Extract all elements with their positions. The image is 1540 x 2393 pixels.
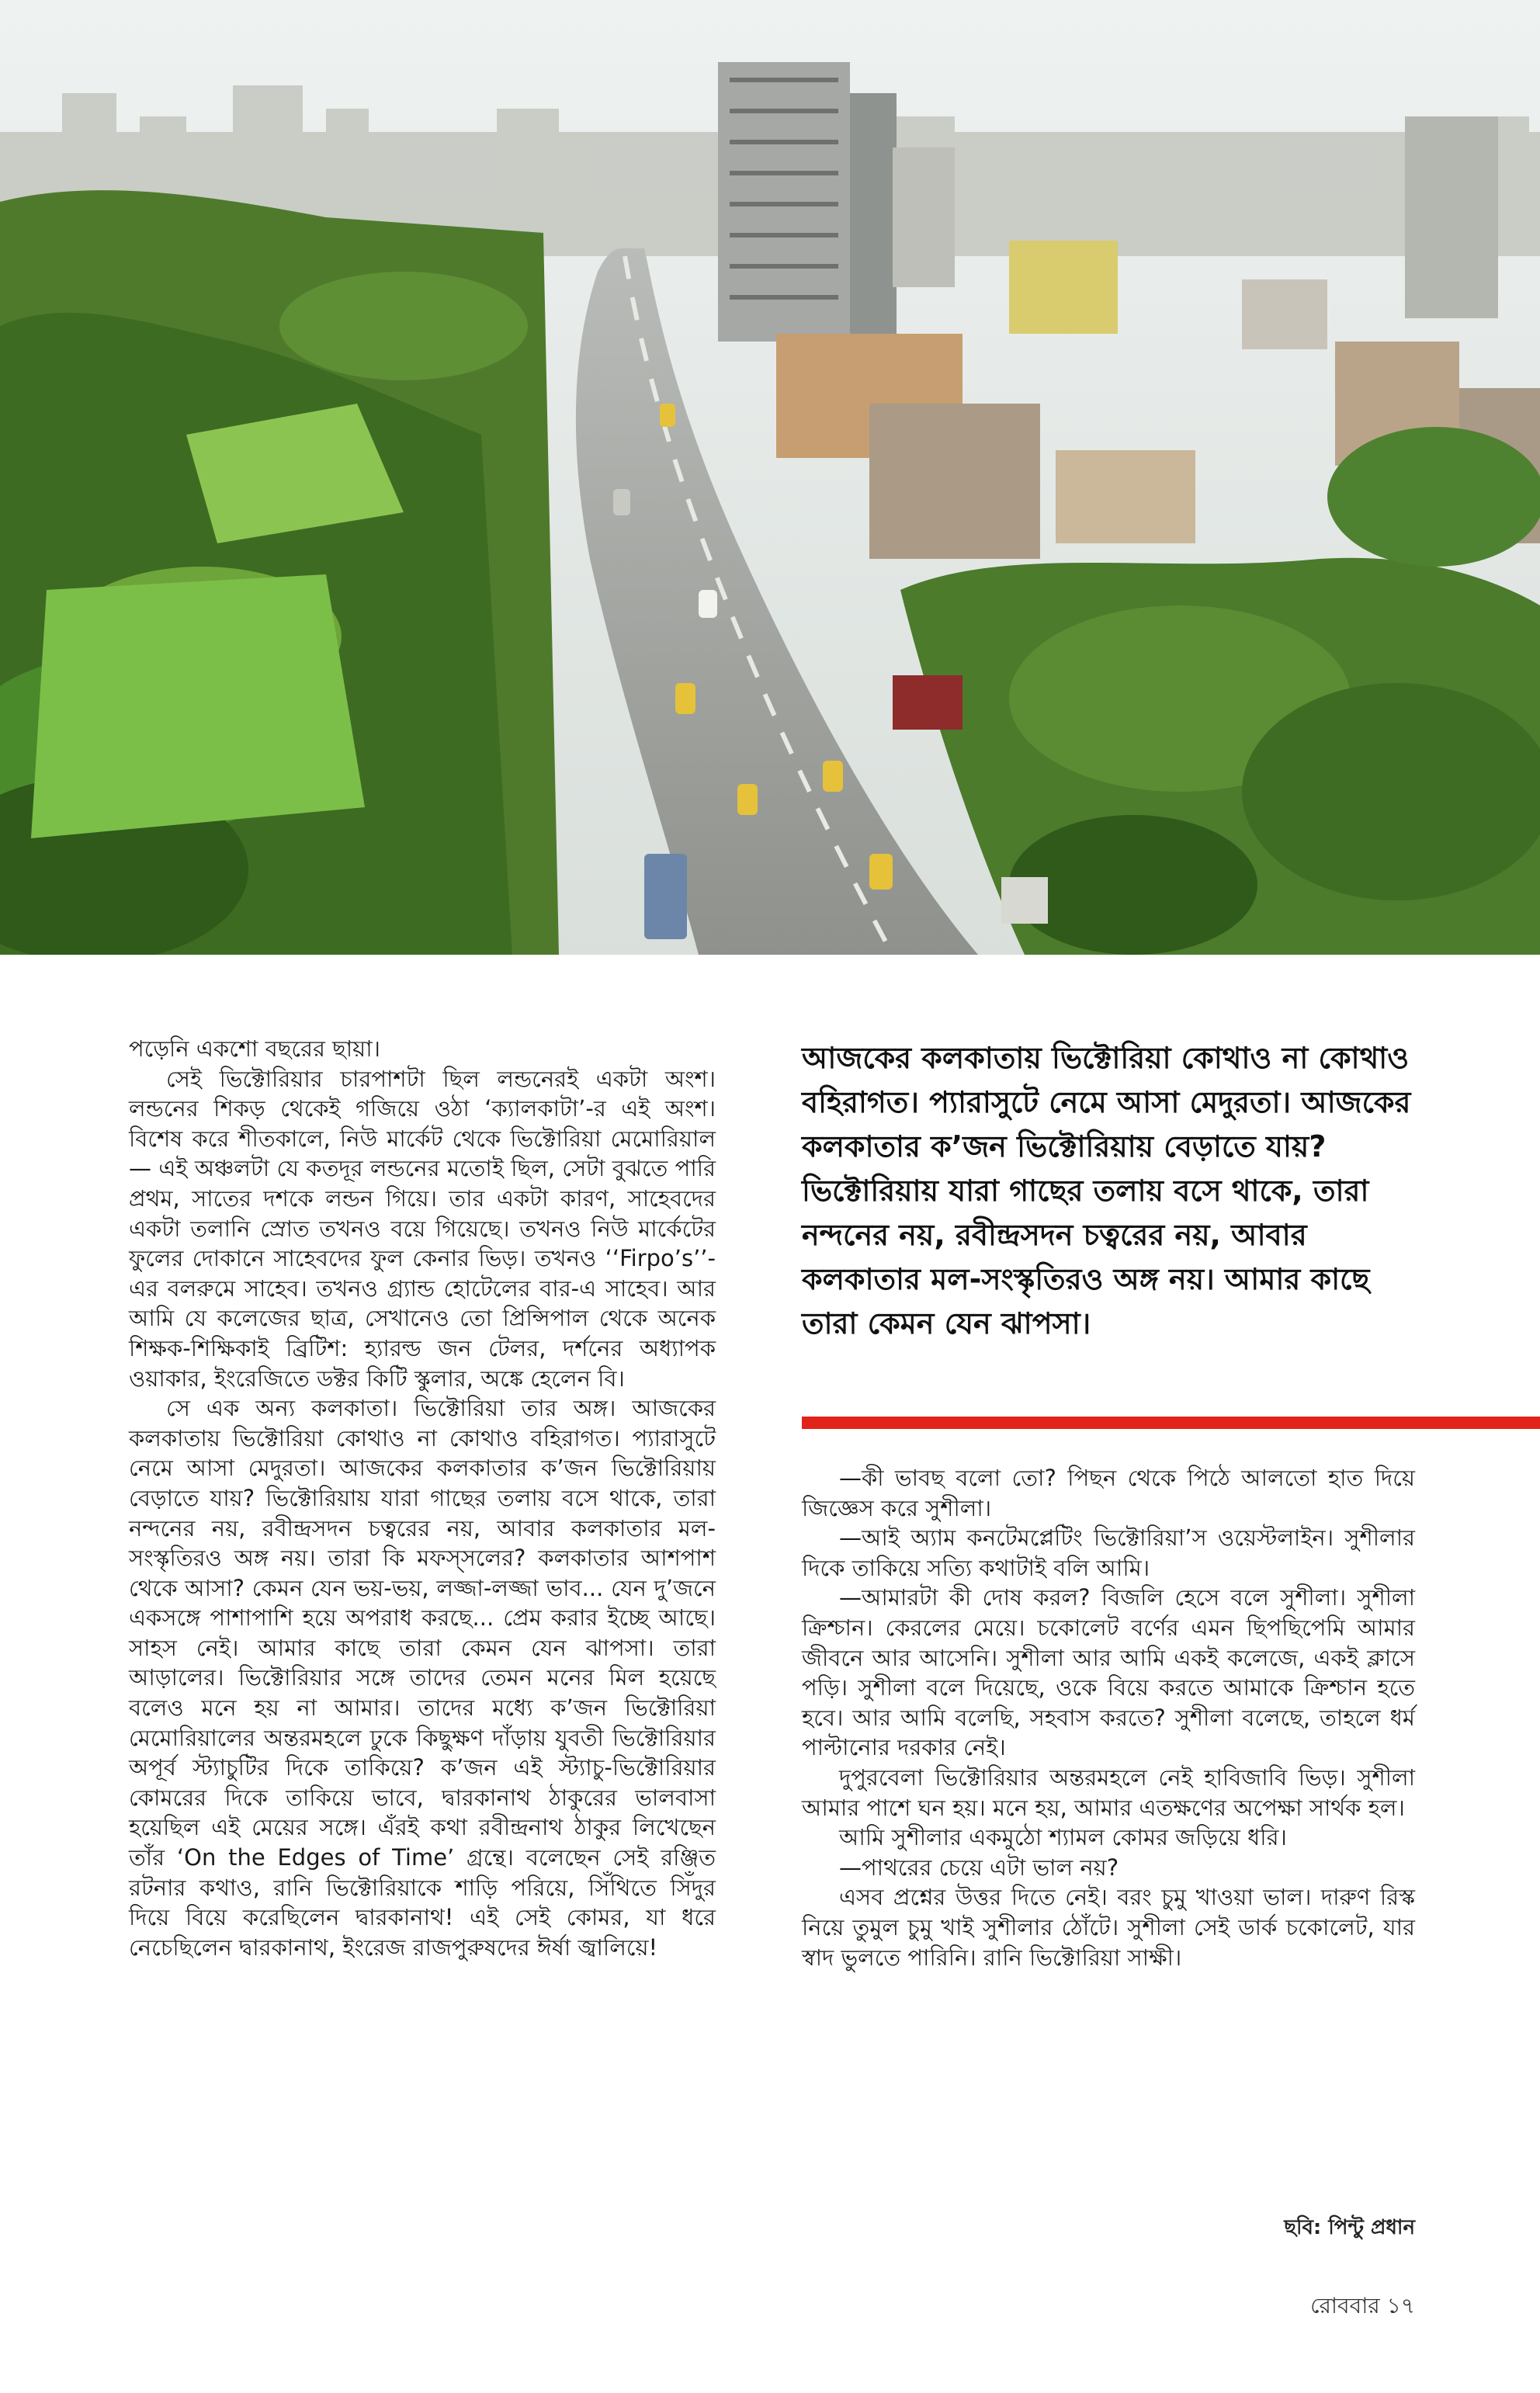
right-paragraph-4: দুপুরবেলা ভিক্টোরিয়ার অন্তরমহলে নেই হাবিজাবি ভিড়। সুশীলা আমার পাশে ঘন হয়। মনে হয়, আমার এতক্ষণের অপেক্ষা সার্থক হল। — [802, 1764, 1415, 1821]
city-aerial-photo — [0, 0, 1540, 955]
page-folio: রোববার ১৭ — [1310, 2293, 1415, 2318]
right-paragraph-7: এসব প্রশ্নের উত্তর দিতে নেই। বরং চুমু খাওয়া ভাল। দারুণ রিস্ক নিয়ে তুমুল চুমু খাই সুশীলার ঠোঁটে। সুশীলা সেই ডার্ক চকোলেট, যার স্বাদ ভুলতে পারিনি। রানি ভিক্টোরিয়া সাক্ষী। — [802, 1884, 1415, 1971]
article-right-column — [802, 1463, 1415, 1972]
left-paragraph-1: পড়েনি একশো বছরের ছায়া। — [129, 1035, 380, 1062]
red-divider-rule — [802, 1417, 1540, 1429]
photo-credit: ছবি: পিন্টু প্রধান — [1284, 2216, 1415, 2239]
left-paragraph-3: সে এক অন্য কলকাতা। ভিক্টোরিয়া তার অঙ্গ। আজকের কলকাতায় ভিক্টোরিয়া কোথাও না কোথাও বহিরাগত। প্যারাসুটে নেমে আসা মেদুরতা। আজকের কলকাতার ক’জন ভিক্টোরিয়ায় বেড়াতে যায়? ভিক্টোরিয়ায় যারা গাছের তলায় বসে থাকে, তারা নন্দনের নয়, রবীন্দ্রসদন চত্বরের নয়, আবার কলকাতার মল-সংস্কৃতিরও অঙ্গ নয়। তারা কি মফস্সলের? কলকাতার আশপাশ থেকে আসা? কেমন যেন ভয়-ভয়, লজ্জা-লজ্জা ভাব... যেন দু’জনে একসঙ্গে পাশাপাশি হয়ে অপরাধ করছে... প্রেম করার ইচ্ছে আছে। সাহস নেই। আমার কাছে তারা কেমন যেন ঝাপসা। তারা আড়ালের। ভিক্টোরিয়ার সঙ্গে তাদের তেমন মনের মিল হয়েছে বলেও মনে হয় না আমার। তাদের মধ্যে ক’জন ভিক্টোরিয়া মেমোরিয়ালের অন্তরমহলে ঢুকে কিছুক্ষণ দাঁড়ায় যুবতী ভিক্টোরিয়ার অপূর্ব স্ট্যাচুটির দিকে তাকিয়ে? ক’জন এই স্ট্যাচু-ভিক্টোরিয়ার কোমরের দিকে তাকিয়ে ভাবে, দ্বারকানাথ ঠাকুরের ভালবাসা হয়েছিল এই মেয়ের সঙ্গে। এঁরই কথা রবীন্দ্রনাথ ঠাকুর লিখেছেন তাঁর ‘On the Edges of Time’ গ্রন্থে। বলেছেন সেই রঞ্জিত রটনার কথাও, রানি ভিক্টোরিয়াকে শাড়ি পরিয়ে, সিঁথিতে সিঁদুর দিয়ে বিয়ে করেছিলেন দ্বারকানাথ! এই সেই কোমর, যা ধরে নেচেছিলেন দ্বারকানাথ, ইংরেজ রাজপুরুষদের ঈর্ষা জ্বালিয়ে! — [129, 1395, 716, 1961]
right-paragraph-1: —কী ভাবছ বলো তো? পিছন থেকে পিঠে আলতো হাত দিয়ে জিজ্ঞেস করে সুশীলা। — [802, 1465, 1415, 1521]
right-paragraph-5: আমি সুশীলার একমুঠো শ্যামল কোমর জড়িয়ে ধরি। — [839, 1824, 1287, 1851]
right-paragraph-6: —পাথরের চেয়ে এটা ভাল নয়? — [839, 1854, 1119, 1881]
article-left-column — [129, 1034, 716, 1962]
left-paragraph-2: সেই ভিক্টোরিয়ার চারপাশটা ছিল লন্ডনেরই একটা অংশ। লন্ডনের শিকড় থেকেই গজিয়ে ওঠা ‘ক্যালকাটা’-র এই অংশ। বিশেষ করে শীতকালে, নিউ মার্কেট থেকে ভিক্টোরিয়া মেমোরিয়াল— এই অঞ্চলটা যে কতদূর লন্ডনের মতোই ছিল, সেটা বুঝতে পারি প্রথম, সাতের দশকে লন্ডন গিয়ে। তার একটা কারণ, সাহেবদের একটা তলানি স্রোত তখনও বয়ে গিয়েছে। তখনও নিউ মার্কেটের ফুলের দোকানে সাহেবদের ফুল কেনার ভিড়। তখনও ‘‘Firpo’s’’-এর বলরুমে সাহেব। তখনও গ্র্যান্ড হোটেলের বার-এ সাহেব। আর আমি যে কলেজের ছাত্র, সেখানেও তো প্রিন্সিপাল থেকে অনেক শিক্ষক-শিক্ষিকাই ব্রিটিশ: হ্যারল্ড জন টেলর, দর্শনের অধ্যাপক ওয়াকার, ইংরেজিতে ডক্টর কিটি স্কুলার, অঙ্কে হেলেন বি। — [129, 1065, 716, 1392]
right-paragraph-3: —আমারটা কী দোষ করল? বিজলি হেসে বলে সুশীলা। সুশীলা ক্রিশ্চান। কেরলের মেয়ে। চকোলেট বর্ণের এমন ছিপছিপেমি আমার জীবনে আর আসেনি। সুশীলা আর আমি একই কলেজে, একই ক্লাসে পড়ি। সুশীলা বলে দিয়েছে, ওকে বিয়ে করতে আমাকে ক্রিশ্চান হতে হবে। আর আমি বলেছি, সহবাস করতে? সুশীলা বলেছে, তাহলে ধর্ম পাল্টানোর দরকার নেই। — [802, 1584, 1415, 1761]
aerial-photo-illustration — [0, 0, 1540, 955]
right-paragraph-2: —আই অ্যাম কনটেমপ্লেটিং ভিক্টোরিয়া’স ওয়েস্টলাইন। সুশীলার দিকে তাকিয়ে সত্যি কথাটাই বলি আমি। — [802, 1524, 1415, 1581]
pull-quote: আজকের কলকাতায় ভিক্টোরিয়া কোথাও না কোথাও বহিরাগত। প্যারাসুটে নেমে আসা মেদুরতা। আজকের কলকাতার ক’জন ভিক্টোরিয়ায় বেড়াতে যায়? ভিক্টোরিয়ায় যারা গাছের তলায় বসে থাকে, তারা নন্দনের নয়, রবীন্দ্রসদন চত্বরের নয়, আবার কলকাতার মল-সংস্কৃতিরও অঙ্গ নয়। আমার কাছে তারা কেমন যেন ঝাপসা। — [802, 1041, 1411, 1340]
